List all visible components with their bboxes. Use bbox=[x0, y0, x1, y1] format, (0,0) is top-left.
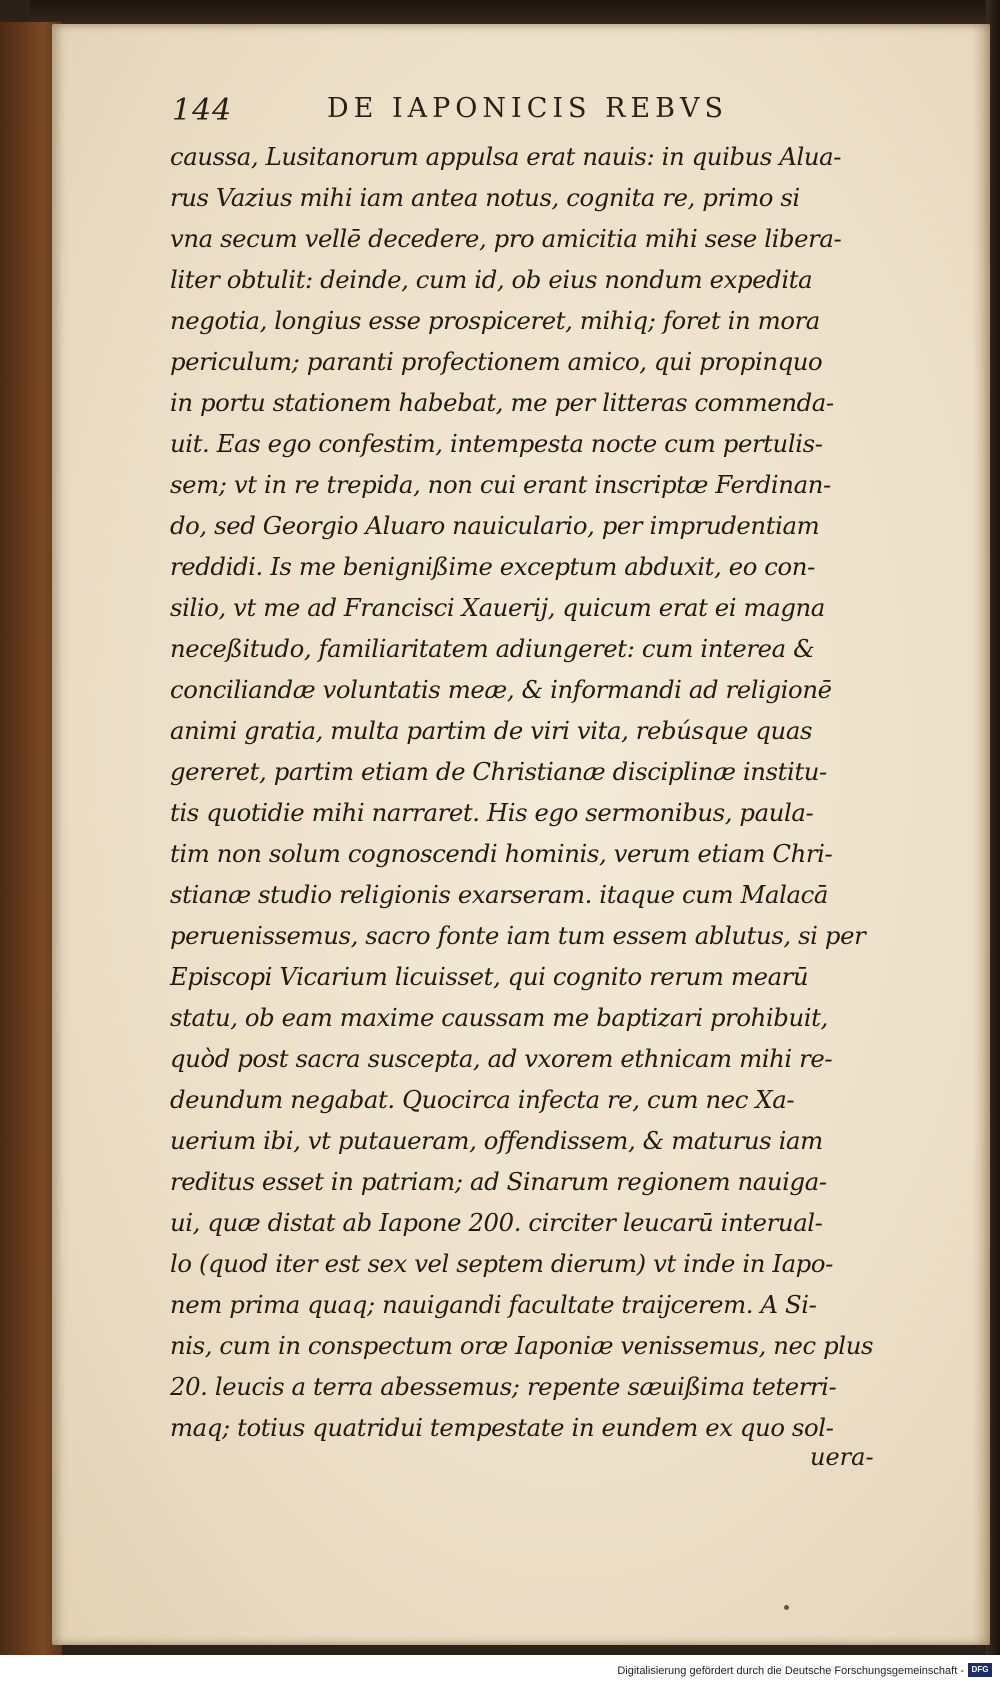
text-line: negotia, longius esse prospiceret, mihiq; foret in mora bbox=[170, 306, 820, 335]
digitization-footer bbox=[0, 1655, 1000, 1692]
text-line: lo (quod iter est sex vel septem dierum) vt inde in Iapo- bbox=[170, 1249, 833, 1278]
text-line: stianæ studio religionis exarseram. itaque cum Malacā bbox=[170, 880, 828, 909]
text-line: tis quotidie mihi narraret. His ego sermonibus, paula- bbox=[170, 798, 814, 827]
text-line: do, sed Georgio Aluaro nauiculario, per imprudentiam bbox=[170, 511, 820, 540]
text-line: uit. Eas ego confestim, intempesta nocte cum pertulis- bbox=[170, 429, 823, 458]
text-line: animi gratia, multa partim de viri vita, rebúsque quas bbox=[170, 716, 813, 745]
text-line: quòd post sacra suscepta, ad vxorem ethnicam mihi re- bbox=[170, 1044, 833, 1073]
text-line: reddidi. Is me benignißime exceptum abduxit, eo con- bbox=[170, 552, 815, 581]
text-line: nem prima quaq; nauigandi facultate traijcerem. A Si- bbox=[170, 1290, 817, 1319]
running-head-title: DE IAPONICIS REBVS bbox=[327, 93, 728, 124]
text-line: caussa, Lusitanorum appulsa erat nauis: in quibus Alua- bbox=[170, 142, 842, 171]
running-head bbox=[172, 93, 892, 133]
text-line: tim non solum cognoscendi hominis, verum etiam Chri- bbox=[170, 839, 833, 868]
page-gutter-shading bbox=[972, 24, 990, 1645]
funding-credit: Digitalisierung gefördert durch die Deutsche Forschungsgemeinschaft - bbox=[617, 1665, 964, 1677]
page-number: 144 bbox=[172, 93, 233, 128]
text-line: deundum negabat. Quocirca infecta re, cum nec Xa- bbox=[170, 1085, 795, 1114]
dfg-logo: DFG bbox=[968, 1663, 992, 1677]
text-line: 20. leucis a terra abessemus; repente sæuißima teterri- bbox=[170, 1372, 837, 1401]
text-line: nis, cum in conspectum oræ Iaponiæ venissemus, nec plus bbox=[170, 1331, 874, 1360]
text-line: gereret, partim etiam de Christianæ disciplinæ institu- bbox=[170, 757, 827, 786]
text-line: vna secum vellē decedere, pro amicitia mihi sese libera- bbox=[170, 224, 842, 253]
text-line: uerium ibi, vt putaueram, offendissem, & maturus iam bbox=[170, 1126, 823, 1155]
text-line: silio, vt me ad Francisci Xauerij, quicum erat ei magna bbox=[170, 593, 825, 622]
body-text bbox=[170, 136, 900, 1448]
text-line: conciliandæ voluntatis meæ, & informandi ad religionē bbox=[170, 675, 832, 704]
catchword: uera- bbox=[810, 1443, 874, 1471]
ink-speck bbox=[784, 1605, 789, 1610]
text-line: ui, quæ distat ab Iapone 200. circiter leucarū interual- bbox=[170, 1208, 823, 1237]
text-line: statu, ob eam maxime caussam me baptizari prohibuit, bbox=[170, 1003, 828, 1032]
text-line: maq; totius quatridui tempestate in eundem ex quo sol- bbox=[170, 1413, 834, 1442]
text-line: neceßitudo, familiaritatem adiungeret: cum interea & bbox=[170, 634, 815, 663]
text-line: periculum; paranti profectionem amico, qui propinquo bbox=[170, 347, 823, 376]
text-line: sem; vt in re trepida, non cui erant inscriptæ Ferdinan- bbox=[170, 470, 831, 499]
text-line: rus Vazius mihi iam antea notus, cognita re, primo si bbox=[170, 183, 800, 212]
text-line: Episcopi Vicarium licuisset, qui cognito rerum mearū bbox=[170, 962, 809, 991]
text-line: liter obtulit: deinde, cum id, ob eius nondum expedita bbox=[170, 265, 813, 294]
text-line: reditus esset in patriam; ad Sinarum regionem nauiga- bbox=[170, 1167, 827, 1196]
text-line: in portu stationem habebat, me per litteras commenda- bbox=[170, 388, 834, 417]
text-line: peruenissemus, sacro fonte iam tum essem ablutus, si per bbox=[170, 921, 866, 950]
